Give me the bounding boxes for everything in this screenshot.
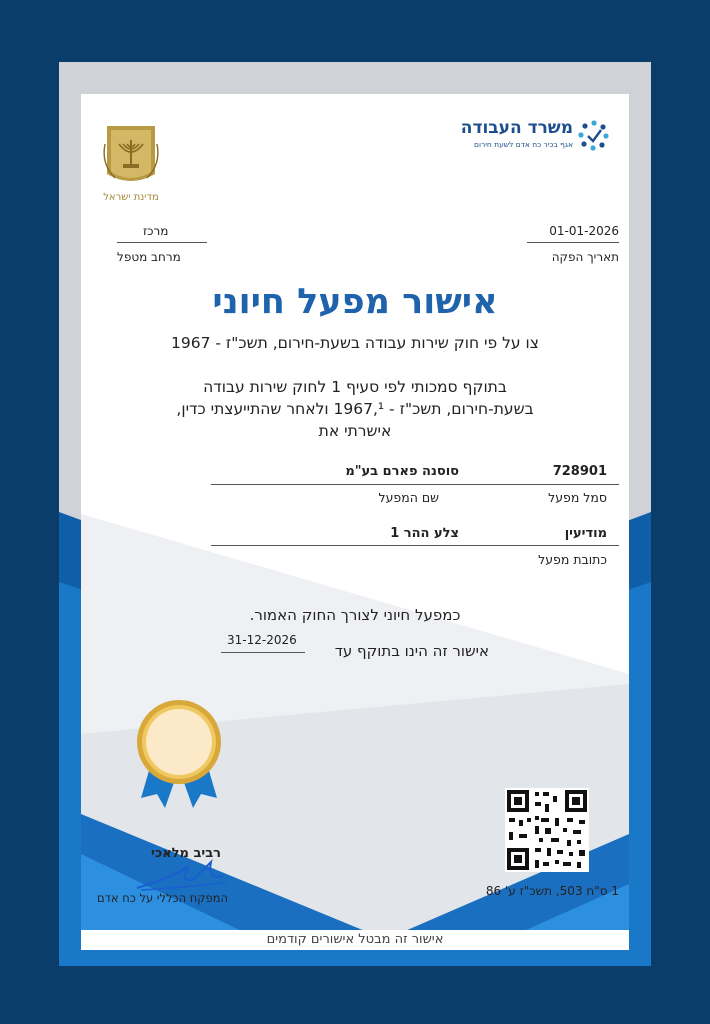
ministry-logo — [451, 118, 611, 152]
factory-address-value: צלע ההר 1 — [390, 526, 459, 541]
issue-date-label: תאריך הפקה — [551, 250, 619, 264]
issue-date-value: 01-01-2026 — [549, 224, 619, 238]
ministry-logo-icon — [577, 118, 611, 152]
statement-line-1: כמפעל חיוני לצורך החוק האמור. — [249, 606, 461, 624]
certificate-paper — [81, 94, 629, 950]
ministry-name: משרד העבודה — [460, 118, 573, 138]
intro-line-2: בשעת-חירום, תשכ"ז - 1967,¹ ולאחר שהתייעצתי כדין, — [176, 400, 534, 418]
signer-title: המפקח הכללי על כח אדם — [97, 891, 228, 905]
footnote: 1 ס"ח 503, תשכ"ז ע' 86 — [485, 884, 619, 898]
valid-until-date: 31-12-2026 — [227, 633, 297, 647]
footer-notice: אישור זה מבטל אישורים קודמים — [266, 932, 444, 947]
handwritten-signature — [131, 858, 241, 894]
valid-until-underline — [221, 652, 305, 653]
qr-code — [505, 788, 589, 872]
factory-id-label: סמל מפעל — [548, 490, 607, 505]
certificate-subtitle: צו על פי חוק שירות עבודה בשעת-חירום, תשכ"ז - 1967 — [171, 334, 539, 352]
signer-name: רביב מלאכי — [151, 846, 221, 861]
district-underline — [117, 242, 207, 243]
emblem-caption: מדינת ישראל — [103, 192, 159, 203]
factory-name-value: סוסנה פארם בע"מ — [345, 464, 459, 479]
issue-date-underline — [527, 242, 619, 243]
certificate-title: אישור מפעל חיוני — [212, 282, 498, 322]
certificate-frame — [59, 62, 651, 966]
factory-city-value: מודיעין — [564, 526, 607, 541]
factory-address-underline — [211, 545, 619, 546]
factory-id-name-underline — [211, 484, 619, 485]
ministry-subtitle: אגף בכיר כח אדם לשעת חירום — [473, 140, 573, 149]
intro-line-3: אישרתי את — [318, 422, 392, 440]
factory-id-value: 728901 — [552, 464, 607, 479]
state-emblem — [99, 124, 163, 208]
intro-line-1: בתוקף סמכותי לפי סעיף 1 לחוק שירות עבודה — [203, 378, 507, 396]
factory-address-label: כתובת מפעל — [538, 552, 607, 567]
medal-icon — [129, 694, 229, 814]
intro-paragraph — [81, 376, 629, 442]
qr-code-icon — [505, 788, 589, 872]
factory-name-label: שם המפעל — [378, 490, 439, 505]
district-value: מרכז — [143, 224, 169, 238]
statement-line-2: אישור זה הינו בתוקף עד — [334, 642, 489, 660]
menorah-emblem-icon — [99, 124, 163, 190]
district-label: מרחב מטפל — [117, 250, 181, 264]
